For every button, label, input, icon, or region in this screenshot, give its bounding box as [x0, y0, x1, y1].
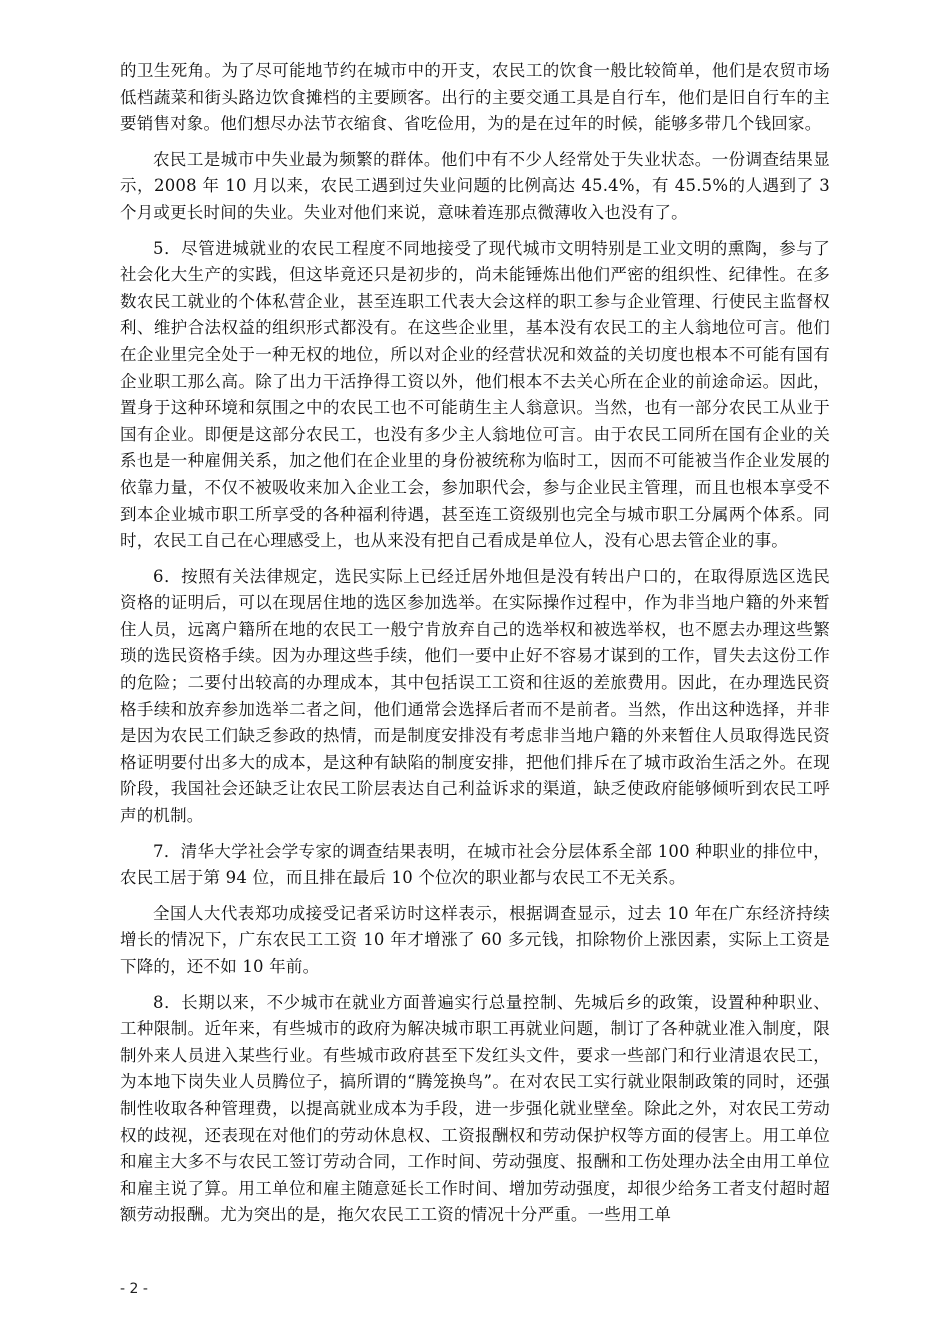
paragraph-6: 全国人大代表郑功成接受记者采访时这样表示，根据调查显示，过去 10 年在广东经济持续增长的情况下，广东农民工工资 10 年才增涨了 60 多元钱，扣除物价上涨因素，实际上工资是下降的，还不如 10 年前。	[120, 903, 830, 976]
paragraph-3: 5．尽管进城就业的农民工程度不同地接受了现代城市文明特别是工业文明的熏陶，参与了社会化大生产的实践，但这毕竟还只是初步的，尚未能锤炼出他们严密的组织性、纪律性。在多数农民工就业的个体私营企业，甚至连职工代表大会这样的职工参与企业管理、行使民主监督权利、维护合法权益的组织形式都没有。在这些企业里，基本没有农民工的主人翁地位可言。他们在企业里完全处于一种无权的地位，所以对企业的经营状况和效益的关切度也根本不可能有国有企业职工那么高。除了出力干活挣得工资以外，他们根本不去关心所在企业的前途命运。因此，置身于这种环境和氛围之中的农民工也不可能萌生主人翁意识。当然，也有一部分农民工从业于国有企业。即便是这部分农民工，也没有多少主人翁地位可言。由于农民工同所在国有企业的关系也是一种雇佣关系，加之他们在企业里的身份被统称为临时工，因而不可能被当作企业发展的依靠力量，不仅不被吸收来加入企业工会，参加职代会，参与企业民主管理，而且也根本享受不到本企业城市职工所享受的各种福利待遇，甚至连工资级别也完全与城市职工分属两个体系。同时，农民工自己在心理感受上，也从来没有把自己看成是单位人，没有心思去管企业的事。	[120, 238, 830, 551]
document-page	[120, 58, 830, 1238]
paragraph-2: 农民工是城市中失业最为频繁的群体。他们中有不少人经常处于失业状态。一份调查结果显示，2008 年 10 月以来，农民工遇到过失业问题的比例高达 45.4%，有 45.5%的人遇到了 3 个月或更长时间的失业。失业对他们来说，意味着连那点微薄收入也没有了。	[120, 149, 830, 222]
paragraph-7: 8．长期以来，不少城市在就业方面普遍实行总量控制、先城后乡的政策，设置种种职业、工种限制。近年来，有些城市的政府为解决城市职工再就业问题，制订了各种就业准入制度，限制外来人员进入某些行业。有些城市政府甚至下发红头文件，要求一些部门和行业清退农民工，为本地下岗失业人员腾位子，搞所谓的“腾笼换鸟”。在对农民工实行就业限制政策的同时，还强制性收取各种管理费，以提高就业成本为手段，进一步强化就业壁垒。除此之外，对农民工劳动权的歧视，还表现在对他们的劳动休息权、工资报酬权和劳动保护权等方面的侵害上。用工单位和雇主大多不与农民工签订劳动合同，工作时间、劳动强度、报酬和工伤处理办法全由用工单位和雇主说了算。用工单位和雇主随意延长工作时间、增加劳动强度，却很少给务工者支付超时超额劳动报酬。尤为突出的是，拖欠农民工工资的情况十分严重。一些用工单	[120, 992, 830, 1225]
paragraph-5: 7．清华大学社会学专家的调查结果表明，在城市社会分层体系全部 100 种职业的排位中，农民工居于第 94 位，而且排在最后 10 个位次的职业都与农民工不无关系。	[120, 841, 830, 888]
page-number: - 2 -	[120, 1281, 148, 1297]
paragraph-1: 的卫生死角。为了尽可能地节约在城市中的开支，农民工的饮食一般比较简单，他们是农贸市场低档蔬菜和街头路边饮食摊档的主要顾客。出行的主要交通工具是自行车，他们是旧自行车的主要销售对象。他们想尽办法节衣缩食、省吃俭用，为的是在过年的时候，能够多带几个钱回家。	[120, 61, 830, 134]
paragraph-4: 6．按照有关法律规定，选民实际上已经迁居外地但是没有转出户口的，在取得原选区选民资格的证明后，可以在现居住地的选区参加选举。在实际操作过程中，作为非当地户籍的外来暂住人员，远离户籍所在地的农民工一般宁肯放弃自己的选举权和被选举权，也不愿去办理这些繁琐的选民资格手续。因为办理这些手续，他们一要中止好不容易才谋到的工作，冒失去这份工作的危险；二要付出较高的办理成本，其中包括误工工资和往返的差旅费用。因此，在办理选民资格手续和放弃参加选举二者之间，他们通常会选择后者而不是前者。当然，作出这种选择，并非是因为农民工们缺乏参政的热情，而是制度安排没有考虑非当地户籍的外来暂住人员取得选民资格证明要付出多大的成本，是这种有缺陷的制度安排，把他们排斥在了城市政治生活之外。在现阶段，我国社会还缺乏让农民工阶层表达自己利益诉求的渠道，缺乏使政府能够倾听到农民工呼声的机制。	[120, 566, 830, 826]
